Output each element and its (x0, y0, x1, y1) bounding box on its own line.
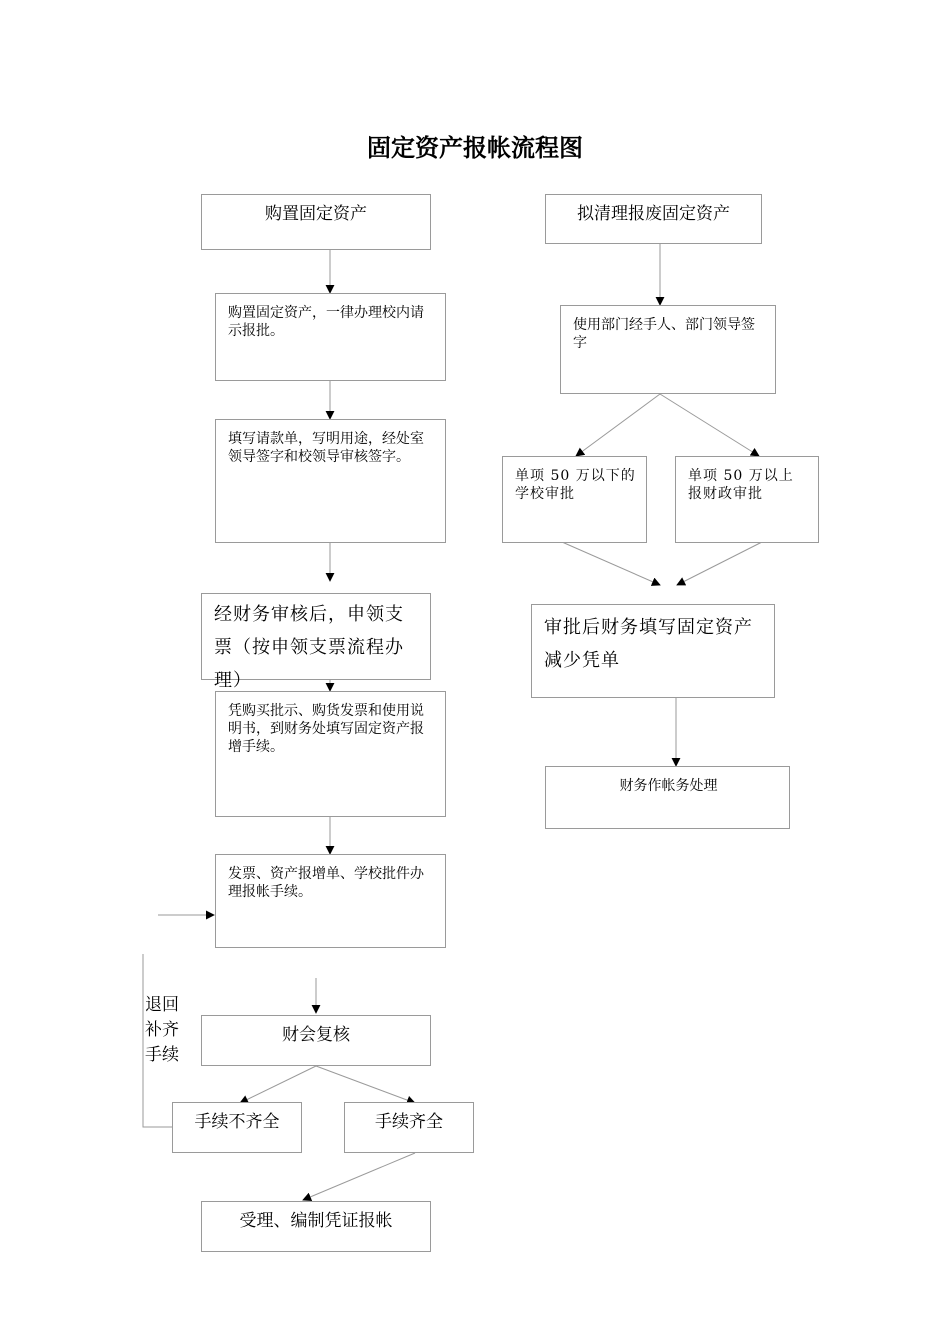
box-internal-approval (215, 293, 446, 381)
box-accept-voucher-text: 受理、编制凭证报帐 (239, 1211, 393, 1231)
box-dept-signature (560, 305, 776, 394)
box-over-50-text: 单项 50 万以上报财政审批 (688, 468, 794, 502)
arrow-check-to-incomplete (240, 1066, 316, 1103)
box-purchase-fixed-asset-text: 购置固定资产 (265, 204, 367, 224)
box-incomplete (172, 1102, 302, 1153)
box-complete (344, 1102, 474, 1153)
arrow-check-to-complete (316, 1066, 415, 1103)
box-purchase-fixed-asset (201, 194, 431, 250)
box-reduce-voucher-text: 审批后财务填写固定资产减少凭单 (544, 617, 753, 671)
box-bookkeeping-text: 财务作帐务处理 (619, 778, 718, 794)
box-reimbursement-text: 发票、资产报增单、学校批件办理报帐手续。 (228, 866, 424, 900)
box-complete-text: 手续齐全 (375, 1112, 443, 1132)
box-accountant-check-text: 财会复核 (282, 1025, 350, 1045)
box-asset-registration-text: 凭购买批示、购货发票和使用说明书，到财务处填写固定资产报增手续。 (228, 703, 424, 755)
box-accept-voucher (201, 1201, 431, 1252)
arrow-complete-to-accept (303, 1153, 415, 1200)
box-asset-registration (215, 691, 446, 817)
box-under-50-text: 单项 50 万以下的学校审批 (515, 468, 636, 502)
box-disposal-text: 拟清理报废固定资产 (577, 204, 730, 224)
box-finance-review-text: 经财务审核后，申领支票（按申领支票流程办理） (214, 604, 404, 691)
arrow-over-50-to-reduce (677, 542, 762, 585)
box-internal-approval-text: 购置固定资产，一律办理校内请示报批。 (228, 305, 424, 339)
box-reduce-voucher (531, 604, 775, 698)
box-payment-request-text: 填写请款单，写明用途，经处室领导签字和校领导审核签字。 (228, 431, 424, 465)
box-finance-review (201, 593, 431, 691)
box-bookkeeping (545, 766, 790, 829)
box-reimbursement (215, 854, 446, 948)
box-dept-signature-text: 使用部门经手人、部门领导签字 (573, 317, 755, 351)
box-incomplete-text: 手续不齐全 (194, 1112, 280, 1132)
return-note: 退回补齐手续 (145, 995, 179, 1065)
box-under-50 (502, 456, 647, 543)
box-payment-request (215, 419, 446, 543)
arrow-dept-sign-to-under-50 (576, 394, 660, 456)
box-over-50 (675, 456, 819, 543)
box-accountant-check (201, 1015, 431, 1066)
arrow-dept-sign-to-over-50 (660, 394, 759, 456)
arrow-under-50-to-reduce (562, 542, 660, 585)
page-title: 固定资产报帐流程图 (367, 134, 583, 162)
box-disposal (545, 194, 762, 244)
